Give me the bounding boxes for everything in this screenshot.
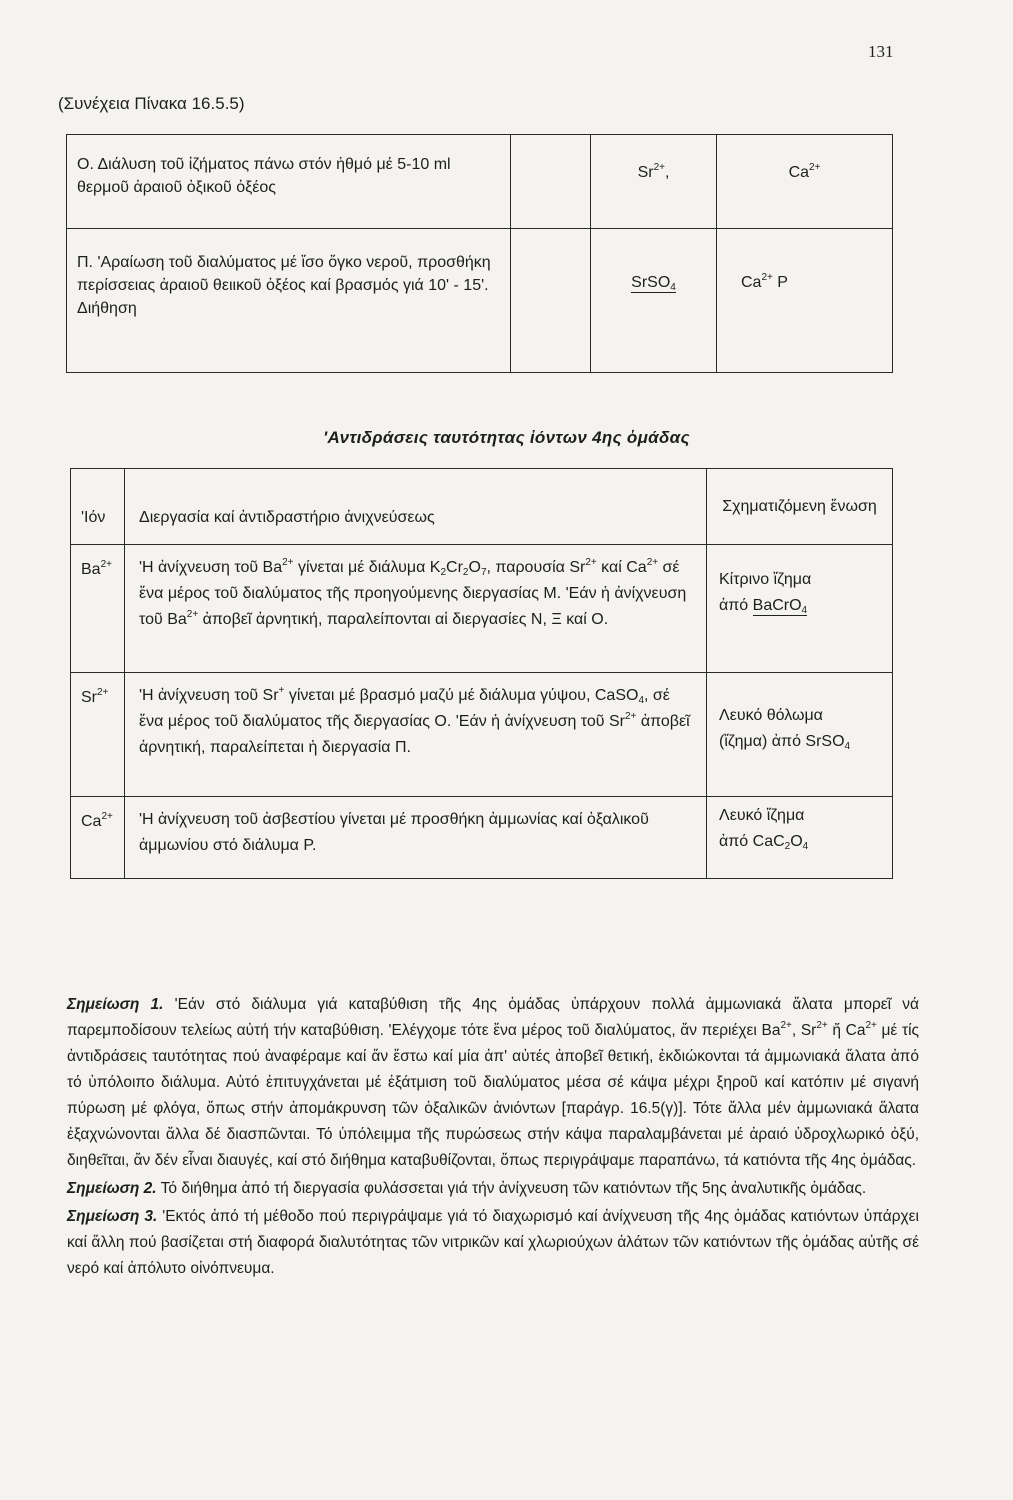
table-row-sr — [71, 673, 893, 797]
note-1-label: Σημείωση 1. — [67, 996, 164, 1013]
note-1: Σημείωση 1. 'Εάν στό διάλυμα γιά καταβύθιση τῆς 4ης ὁμάδας ὑπάρχουν πολλά ἀμμωνιακά ἅλατα μπορεῖ νά παρεμποδίσουν τελείως αὐτή τήν καταβύθιση. 'Ελέγχομε τότε ἕνα μέρος τοῦ διαλύματος, ἄν περιέχει $Ba^{2+}$, $Sr^{2+}$ ἤ $Ca^{2+}$ μέ τίς ἀντιδράσεις ταυτότητας πού ἀναφέραμε καί ἄν ἔστω καί μία ἀπ' αὐτές ἀποβεῖ θετική, ἐκδιώκονται τά ἀμμωνιακά ἅλατα ἀπό τό ὑπόλοιπο διάλυμα. Αὐτό ἐπιτυγχάνεται μέ ἐξάτμιση τοῦ διαλύματος μέσα σέ κάψα μέχρι ξηροῦ καί κατόπιν μέ σιγανή πύρωση μέ φλόγα, ὅπως στήν ἀπομάκρυνση τῶν ὀξαλικῶν ἀνιόντων [παράγρ. 16.5(γ)]. Τότε ἄλλα μέν ἀμμωνιακά ἅλατα ἐξαχνώνονται ἄλλα δέ διασπῶνται. Τό ὑπόλειμμα τῆς πυρώσεως στήν κάψα παραλαμβάνεται μέ ἀραιό ὑδροχλωρικό ὀξύ, διηθεῖται, ἄν δέν εἶναι διαυγές, καί στό διήθημα καταβυθίζονται, ὅπως περιγράψαμε παραπάνω, τά κατιόντα τῆς 4ης ὁμάδας. — [67, 996, 920, 1169]
continued-table — [66, 134, 893, 373]
result-p-srso4: SrSO$_4$ — [591, 229, 717, 373]
notes-section — [67, 992, 919, 1284]
process-o: Ο. Διάλυση τοῦ ἰζήματος πάνω στόν ἠθμό μέ 5-10 ml θερμοῦ ἀραιοῦ ὀξικοῦ ὀξέος — [67, 135, 511, 229]
desc-sr: 'Η ἀνίχνευση τοῦ Sr+ γίνεται μέ βρασμό μαζύ μέ διάλυμα γύψου, CaSO$_4$, σέ ἕνα μέρος τοῦ διαλύματος τῆς διεργασίας Ο. 'Εάν ἡ ἀνίχνευση τοῦ $Sr^{2+}$ ἀποβεῖ ἀρνητική, παραλείπεται ἡ διεργασία Π. — [125, 673, 707, 797]
table-row-ca — [71, 797, 893, 879]
page-number: 131 — [868, 42, 894, 61]
table-header-row — [71, 469, 893, 545]
compound-ba: Κίτρινο ἴζημα ἀπό BaCrO$_4$ — [707, 545, 893, 673]
ion-sr: $Sr^{2+}$ — [71, 673, 125, 797]
continuation-label: (Συνέχεια Πίνακα 16.5.5) — [58, 94, 245, 113]
header-process: Διεργασία καί ἀντιδραστήριο ἀνιχνεύσεως — [125, 469, 707, 545]
ion-ba: $Ba^{2+}$ — [71, 545, 125, 673]
process-p: Π. 'Αραίωση τοῦ διαλύματος μέ ἴσο ὄγκο νεροῦ, προσθήκη περίσσειας ἀραιοῦ θειικοῦ ὀξέος καί βρασμός γιά 10' - 15'. Διήθηση — [67, 229, 511, 373]
table-row-o — [67, 135, 893, 229]
result-o-sr: $Sr^{2+}$, — [591, 135, 717, 229]
note-3: Σημείωση 3. 'Εκτός ἀπό τή μέθοδο πού περιγράψαμε γιά τό διαχωρισμό καί ἀνίχνευση τῆς 4ης ὁμάδας κατιόντων ὑπάρχει καί ἄλλη πού βασίζεται στή διαφορά διαλυτότητας τῶν νιτρικῶν καί χλωριούχων ἀλάτων τῶν κατιόντων τῆς ὁμάδας αὐτῆς σέ νερό καί ἀπόλυτο οἰνόπνευμα. — [67, 1208, 919, 1277]
reactions-table — [70, 468, 893, 879]
ion-ca: $Ca^{2+}$ — [71, 797, 125, 879]
desc-ca: 'Η ἀνίχνευση τοῦ ἀσβεστίου γίνεται μέ προσθήκη ἀμμωνίας καί ὀξαλικοῦ ἀμμωνίου στό διάλυμα P. — [125, 797, 707, 879]
empty-cell — [511, 135, 591, 229]
compound-sr: Λευκό θόλωμα (ἴζημα) ἀπό SrSO$_4$ — [707, 673, 893, 797]
section-title: 'Αντιδράσεις ταυτότητας ἰόντων 4ης ὁμάδας — [323, 428, 690, 447]
result-p-ca: $Ca^{2+}$ P — [717, 229, 893, 373]
header-ion: 'Ιόν — [71, 469, 125, 545]
table-row-ba — [71, 545, 893, 673]
compound-ca: Λευκό ἴζημα ἀπό $CaC_2O_4$ — [707, 797, 893, 879]
desc-ba: 'Η ἀνίχνευση τοῦ $Ba^{2+}$ γίνεται μέ διάλυμα $K_2Cr_2O_7$, παρουσία $Sr^{2+}$ καί $Ca^{2+}$ σέ ἕνα μέρος τοῦ διαλύματος τῆς προηγούμενης διεργασίας Μ. 'Εάν ἡ ἀνίχνευση τοῦ $Ba^{2+}$ ἀποβεῖ ἀρνητική, παραλείπονται αἱ διεργασίες Ν, Ξ καί Ο. — [125, 545, 707, 673]
table-row-p — [67, 229, 893, 373]
result-o-ca: $Ca^{2+}$ — [717, 135, 893, 229]
empty-cell — [511, 229, 591, 373]
header-compound: Σχηματιζόμενη ἕνωση — [707, 469, 893, 545]
note-2-label: Σημείωση 2. — [67, 1180, 157, 1197]
note-3-label: Σημείωση 3. — [67, 1208, 158, 1225]
note-2: Σημείωση 2. Τό διήθημα ἀπό τή διεργασία φυλάσσεται γιά τήν ἀνίχνευση τῶν κατιόντων τῆς 5ης ἀναλυτικῆς ὁμάδας. — [67, 1180, 867, 1197]
